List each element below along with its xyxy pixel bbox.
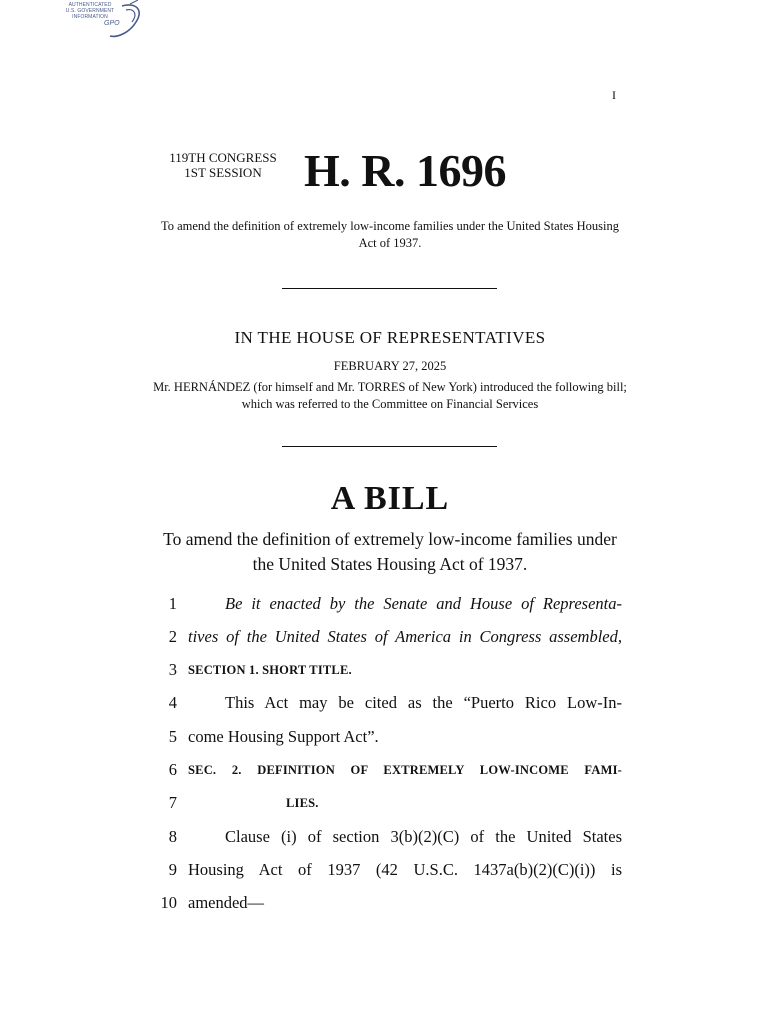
gpo-mark: GPO (104, 20, 120, 27)
line-number: 7 (168, 793, 177, 812)
section-heading: SECTION 1. SHORT TITLE. (188, 663, 352, 677)
logo-line-2: U.S. GOVERNMENT (65, 8, 115, 14)
divider-rule-1 (282, 288, 497, 289)
bill-text-line: Be it enacted by the Senate and House of Representa- (225, 594, 622, 613)
a-bill-heading: A BILL (330, 480, 450, 517)
bill-text-line: tives of the United States of America in Congress assembled, (188, 627, 622, 646)
line-number: 1 (168, 594, 177, 613)
line-number: 5 (168, 727, 177, 746)
logo-line-1: AUTHENTICATED (68, 2, 112, 8)
section-heading: SEC. 2. DEFINITION OF EXTREMELY LOW-INCOME FAMI- (188, 763, 622, 777)
house-heading: IN THE HOUSE OF REPRESENTATIVES (234, 328, 546, 347)
line-number: 2 (168, 627, 177, 646)
bill-text-line: Clause (i) of section 3(b)(2)(C) of the United States (225, 827, 622, 846)
line-number: 8 (168, 827, 177, 846)
bill-text-line: amended— (188, 893, 265, 912)
bill-text-line: Housing Act of 1937 (42 U.S.C. 1437a(b)(2)(C)(i)) is (188, 860, 622, 879)
gpo-logo-text (60, 2, 120, 20)
page-marker: I (612, 88, 616, 102)
long-purpose: To amend the definition of extremely low-income families under the United States Housing Act of 1937. (163, 529, 617, 574)
line-number: 6 (168, 760, 177, 779)
line-number: 4 (168, 693, 177, 712)
congress-session-block (156, 150, 290, 180)
session-number: 1ST SESSION (184, 165, 262, 180)
line-number: 3 (168, 660, 177, 679)
short-purpose: To amend the definition of extremely low-income families under the United States Housing Act of 1937. (160, 219, 620, 250)
congress-number: 119TH CONGRESS (169, 150, 277, 165)
introduction-statement: Mr. HERNÁNDEZ (for himself and Mr. TORRES of New York) introduced the following bill; which was referred to the Committee on Financial Services (153, 380, 627, 411)
bill-text-line: come Housing Support Act”. (188, 727, 379, 746)
line-number: 10 (160, 893, 177, 912)
bill-number: H. R. 1696 (304, 145, 506, 196)
section-heading-continued: LIES. (286, 796, 319, 810)
bill-text-line: This Act may be cited as the “Puerto Rico Low-In- (225, 693, 622, 712)
line-number: 9 (168, 860, 177, 879)
introduction-date: FEBRUARY 27, 2025 (333, 359, 447, 373)
logo-line-3: INFORMATION (72, 14, 108, 20)
divider-rule-2 (282, 446, 497, 447)
